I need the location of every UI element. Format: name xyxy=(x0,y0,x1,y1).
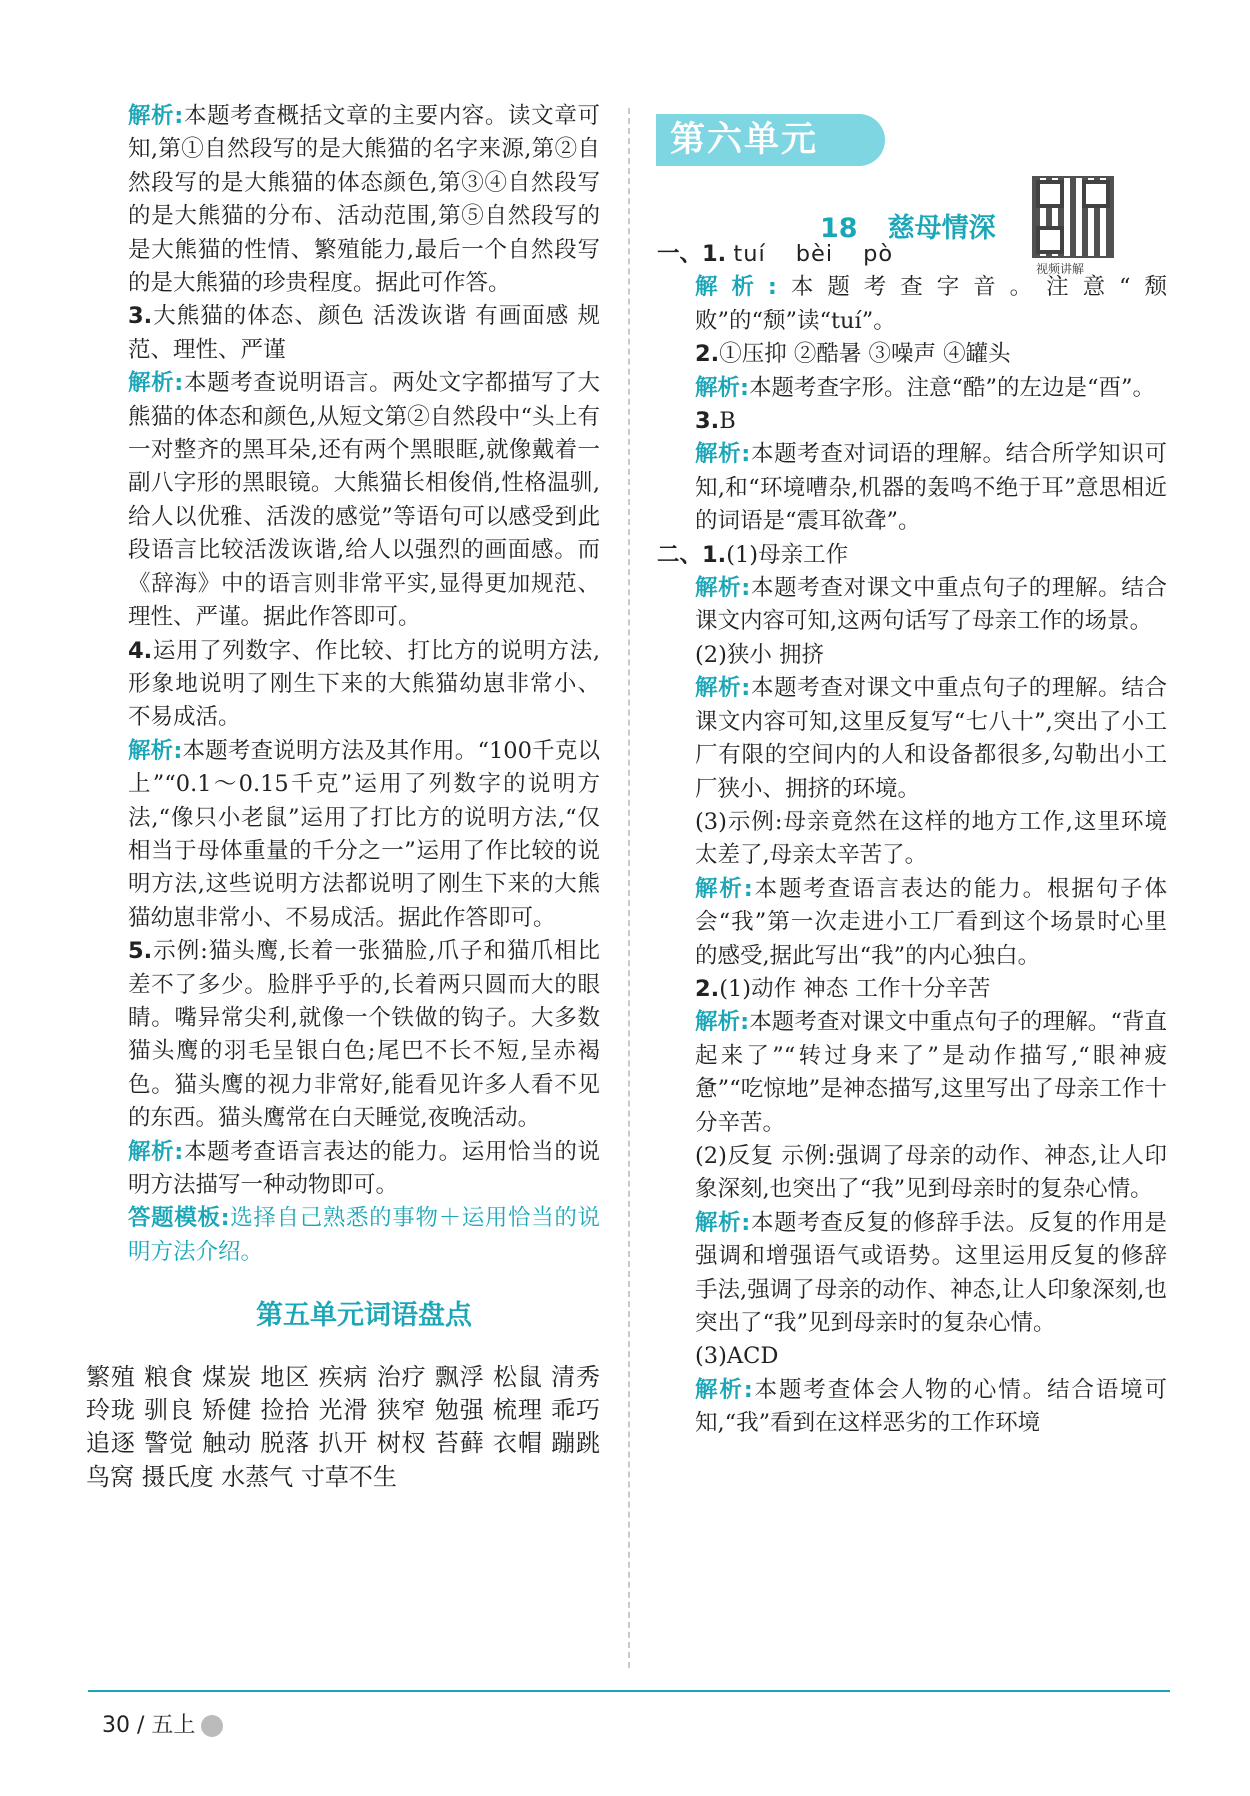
sub-answer: (2)狭小 拥挤 xyxy=(695,641,825,668)
answer-4: 4.运用了列数字、作比较、打比方的说明方法,形象地说明了刚生下来的大熊猫幼崽非常小、不易成活。 xyxy=(128,637,600,731)
analysis-paragraph: 解析:本题考查语言表达的能力。根据句子体会“我”第一次走进小工厂看到这个场景时心里的感受,据此写出“我”的内心独白。 xyxy=(695,875,1167,969)
analysis-paragraph: 解析:本题考查说明方法及其作用。“100千克以上”“0.1～0.15千克”运用了列数字的说明方法,“像只小老鼠”运用了打比方的说明方法,“仅相当于母体重量的千分之一”运用了作比较的说明方法,这些说明方法都说明了刚生下来的大熊猫幼崽非常小、不易成活。据此作答即可。 xyxy=(128,737,600,931)
answer-5: 5.示例:猫头鹰,长着一张猫脸,爪子和猫爪相比差不了多少。脸胖乎乎的,长着两只圆而大的眼睛。嘴异常尖利,就像一个铁做的钩子。大多数猫头鹰的羽毛呈银白色;尾巴不长不短,呈赤褐色。猫头鹰的视力非常好,能看见许多人看不见的东西。猫头鹰常在白天睡觉,夜晚活动。 xyxy=(128,938,600,1132)
analysis-paragraph: 解析:本题考查说明语言。两处文字都描写了大熊猫的体态和颜色,从短文第②自然段中“头上有一对整齐的黑耳朵,还有两个黑眼眶,就像戴着一副八字形的黑眼镜。大熊猫长相俊俏,性格温驯,给人以优雅、活泼的感觉”等语句可以感受到此段语言比较活泼诙谐,给人以强烈的画面感。而《辞海》中的语言则非常平实,显得更加规范、理性、严谨。据此作答即可。 xyxy=(128,370,600,631)
analysis-paragraph: 解析:本题考查字形。注意“酷”的左边是“酉”。 xyxy=(695,374,1156,401)
analysis-paragraph: 解析:本题考查体会人物的心情。结合语境可知,“我”看到在这样恶劣的工作环境 xyxy=(695,1376,1167,1437)
edition-badge-icon xyxy=(201,1715,223,1737)
sub-answer: (3)ACD xyxy=(695,1343,779,1370)
footer-rule xyxy=(88,1690,1170,1692)
sub-answer: (3)示例:母亲竟然在这样的地方工作,这里环境太差了,母亲太辛苦了。 xyxy=(695,808,1167,869)
answer-template: 答题模板:选择自己熟悉的事物＋运用恰当的说明方法介绍。 xyxy=(128,1205,600,1265)
analysis-paragraph: 解析:本题考查对课文中重点句子的理解。结合课文内容可知,这两句话写了母亲工作的场景。 xyxy=(695,575,1167,635)
answer-3: 3.B xyxy=(695,408,736,435)
grade-label: 五上 xyxy=(151,1713,196,1738)
footer-separator: / xyxy=(137,1713,145,1738)
right-column xyxy=(657,238,1167,1441)
analysis-paragraph: 解析:本题考查语言表达的能力。运用恰当的说明方法描写一种动物即可。 xyxy=(128,1138,600,1198)
analysis-paragraph: 解析:本题考查对词语的理解。结合所学知识可知,和“环境嘈杂,机器的轰鸣不绝于耳”意思相近的词语是“震耳欲聋”。 xyxy=(695,441,1167,535)
qr-finder xyxy=(1036,180,1064,208)
analysis-paragraph: 解析:本题考查对课文中重点句子的理解。结合课文内容可知,这里反复写“七八十”,突出了小工厂有限的空间内的人和设备都很多,勾勒出小工厂狭小、拥挤的环境。 xyxy=(695,675,1167,802)
page-footer xyxy=(102,1708,223,1739)
sub-answer: (2)反复 示例:强调了母亲的动作、神态,让人印象深刻,也突出了“我”见到母亲时的复杂心情。 xyxy=(695,1142,1167,1203)
answer-2: 2.①压抑 ②酷暑 ③噪声 ④罐头 xyxy=(695,341,1011,368)
pinyin-answer: 一、1. tuí bèi pò xyxy=(657,241,894,267)
analysis-paragraph: 解析:本题考查概括文章的主要内容。读文章可知,第①自然段写的是大熊猫的名字来源,第②自然段写的是大熊猫的体态颜色,第③④自然段写的是大熊猫的分布、活动范围,第⑤自然段写的是大熊猫的性情、繁殖能力,最后一个自然段写的是大熊猫的珍贵程度。据此可作答。 xyxy=(128,103,600,297)
answer-2-2: 2.(1)动作 神态 工作十分辛苦 xyxy=(695,975,991,1002)
left-column xyxy=(86,100,600,1494)
page-number: 30 xyxy=(102,1713,130,1738)
analysis-paragraph: 解析:本题考查对课文中重点句子的理解。“背直起来了”“转过身来了”是动作描写,“眼神疲惫”“吃惊地”是神态描写,这里写出了母亲工作十分辛苦。 xyxy=(695,1009,1167,1136)
column-divider xyxy=(628,108,630,1668)
lesson-title: 18 慈母情深 xyxy=(820,213,996,244)
analysis-paragraph: 解析:本题考查字音。注意“颓败”的“颓”读“tuí”。 xyxy=(695,274,1167,334)
words-review-title: 第五单元词语盘点 xyxy=(256,1300,472,1332)
unit-banner: 第六单元 xyxy=(656,114,885,166)
words-review-list: 繁殖 粮食 煤炭 地区 疾病 治疗 飘浮 松鼠 清秀 玲珑 驯良 矫健 捡拾 光滑 狭窄 勉强 梳理 乖巧 追逐 警觉 触动 脱落 扒开 树杈 苔藓 衣帽 蹦跳 鸟窝 摄氏度 水蒸气 寸草不生 xyxy=(86,1362,600,1491)
qr-finder xyxy=(1082,180,1110,208)
qr-caption: 视频讲解 xyxy=(1036,262,1085,276)
analysis-paragraph: 解析:本题考查反复的修辞手法。反复的作用是强调和增强语气或语势。这里运用反复的修辞手法,强调了母亲的动作、神态,让人印象深刻,也突出了“我”见到母亲时的复杂心情。 xyxy=(695,1209,1167,1336)
answer-2-1: 二、1.(1)母亲工作 xyxy=(657,541,849,568)
answer-3: 3.大熊猫的体态、颜色 活泼诙谐 有画面感 规范、理性、严谨 xyxy=(128,303,600,363)
